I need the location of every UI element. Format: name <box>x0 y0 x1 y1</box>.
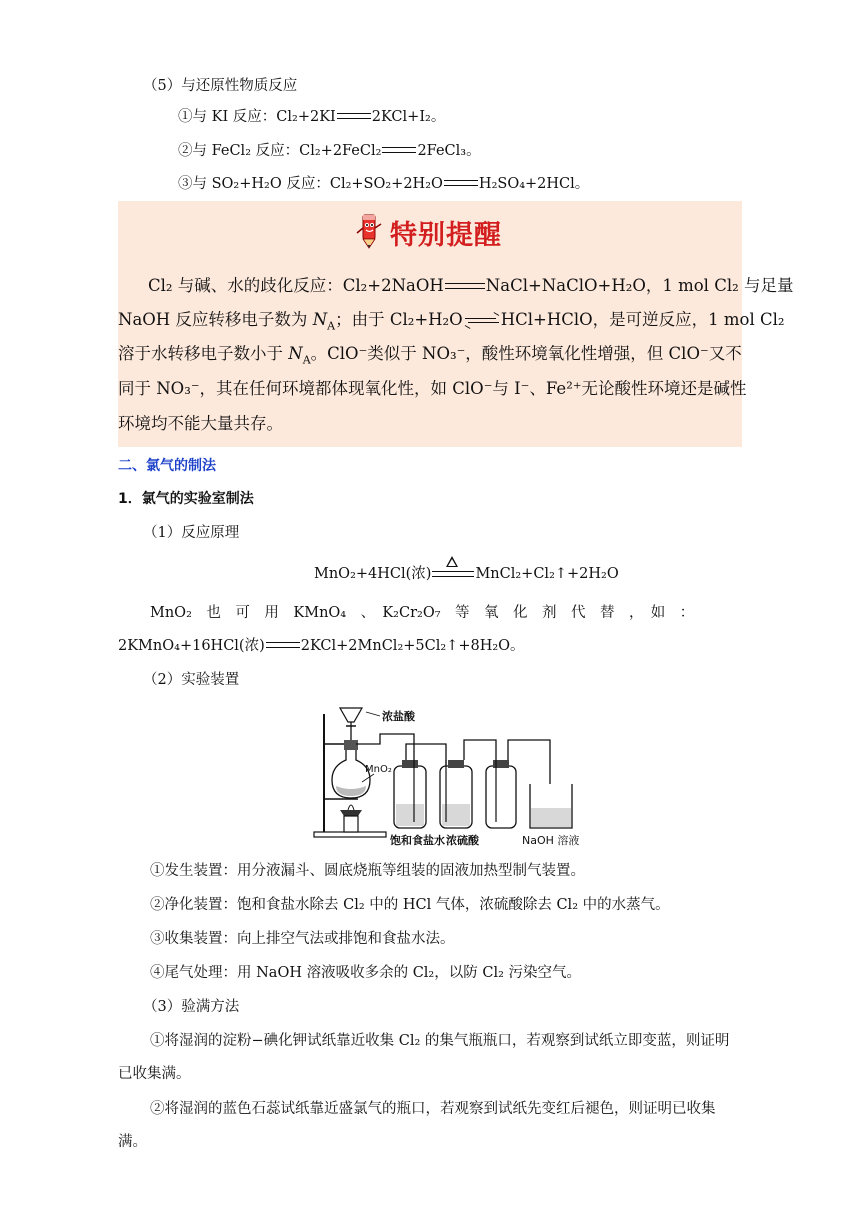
avogadro-subscript: A <box>327 319 336 333</box>
reaction-left: Cl₂+2FeCl₂ <box>299 143 382 159</box>
step-tail-gas: ④尾气处理：用 NaOH 溶液吸收多余的 Cl₂，以防 Cl₂ 污染空气。 <box>150 965 581 981</box>
naoh-beaker <box>530 784 572 828</box>
equation-left: 2KMnO₄+16HCl(浓) <box>118 638 265 654</box>
equation-right: MnCl₂+Cl₂↑+2H₂O <box>475 566 619 582</box>
equals-sign <box>445 283 485 289</box>
avogadro-symbol: N <box>312 310 328 329</box>
equals-sign <box>337 113 371 119</box>
tip-line-1 <box>148 274 793 298</box>
separatory-funnel <box>340 708 362 722</box>
reaction-fecl2 <box>178 141 481 161</box>
label-naoh: NaOH 溶液 <box>522 834 580 847</box>
label-brine: 饱和食盐水 <box>390 834 445 847</box>
equals-sign <box>266 642 300 648</box>
equation-right: 2KCl+2MnCl₂+5Cl₂↑+8H₂O。 <box>300 638 525 654</box>
equation-left: MnO₂+4HCl(浓) <box>314 566 432 582</box>
reversible-arrow-icon <box>465 316 499 326</box>
subsection-1-heading: 1．氯气的实验室制法 <box>118 491 254 507</box>
reaction-lead: ②与 FeCl₂ 反应： <box>178 143 300 159</box>
reaction-lead: ③与 SO₂+H₂O 反应： <box>178 176 330 192</box>
reaction-left: Cl₂+SO₂+2H₂O <box>329 176 443 192</box>
tip-line-3 <box>118 342 742 366</box>
verification-title: （3）验满方法 <box>143 999 240 1015</box>
tip-text: HCl+HClO，是可逆反应，1 mol Cl₂ <box>500 310 785 329</box>
reaction-right: 2KCl+I₂。 <box>371 109 446 125</box>
tip-text: NaCl+NaClO+H₂O，1 mol Cl₂ 与足量 <box>485 276 794 295</box>
reaction-so2 <box>178 174 589 194</box>
equals-sign <box>382 147 416 153</box>
wash-bottle-brine <box>394 744 446 828</box>
equals-sign <box>444 180 478 186</box>
reminder-title <box>354 213 502 251</box>
heat-triangle-icon <box>446 556 458 567</box>
step-purification: ②净化装置：饱和食盐水除去 Cl₂ 中的 HCl 气体，浓硫酸除去 Cl₂ 中的水蒸气。 <box>150 897 670 913</box>
tip-text: 。ClO⁻类似于 NO₃⁻，酸性环境氧化性增强，但 ClO⁻又不 <box>310 344 742 363</box>
tip-text: NaOH 反应转移电子数为 <box>118 310 313 329</box>
special-reminder-box <box>118 201 794 447</box>
reaction-right: 2FeCl₃。 <box>417 143 481 159</box>
reaction-ki <box>178 107 445 127</box>
step-collection: ③收集装置：向上排空气法或排饱和食盐水法。 <box>150 931 455 947</box>
reaction-lead: ①与 KI 反应： <box>178 109 277 125</box>
apparatus-diagram <box>310 704 580 852</box>
tip-text: Cl₂ 与碱、水的歧化反应：Cl₂+2NaOH <box>148 276 444 295</box>
tip-line-4: 同于 NO₃⁻，其在任何环境都体现氧化性，如 ClO⁻与 I⁻、Fe²⁺无论酸性环境还是碱性 <box>118 379 747 398</box>
avogadro-subscript: A <box>302 353 311 367</box>
label-conc-hcl: 浓盐酸 <box>382 710 415 723</box>
pencil-mascot-icon <box>354 213 384 251</box>
apparatus-title: （2）实验装置 <box>143 672 240 688</box>
reaction-right: H₂SO₄+2HCl。 <box>478 176 590 192</box>
stopper <box>344 740 358 750</box>
reaction-left: Cl₂+2KI <box>276 109 336 125</box>
verification-1-line-1: ①将湿润的淀粉−碘化钾试纸靠近收集 Cl₂ 的集气瓶瓶口，若观察到试纸立即变蓝，则证明 <box>150 1033 730 1049</box>
alcohol-lamp <box>340 810 362 816</box>
tip-text: 溶于水转移电子数小于 <box>118 344 289 363</box>
tip-line-2 <box>118 308 785 332</box>
verification-1-line-2: 已收集满。 <box>118 1066 191 1082</box>
label-conc-h2so4: 浓硫酸 <box>446 834 479 847</box>
kmno4-equation <box>118 636 525 656</box>
principle-title: （1）反应原理 <box>143 525 240 541</box>
verification-2-line-2: 满。 <box>118 1134 147 1150</box>
tip-line-5: 环境均不能大量共存。 <box>118 414 283 433</box>
main-equation <box>314 564 619 584</box>
iron-stand-base <box>314 832 386 837</box>
tip-text: ；由于 Cl₂+H₂O <box>335 310 463 329</box>
section-2-heading: 二、氯气的制法 <box>118 458 216 474</box>
section-5-title: （5）与还原性物质反应 <box>143 78 298 94</box>
alternative-oxidants-line: MnO₂ 也 可 用 KMnO₄ 、 K₂Cr₂O₇ 等 氧 化 剂 代 替 ， 如 ： <box>150 605 695 621</box>
avogadro-symbol: N <box>288 344 303 363</box>
reminder-title-text: 特别提醒 <box>390 219 502 251</box>
verification-2-line-1: ②将湿润的蓝色石蕊试纸靠近盛氯气的瓶口，若观察到试纸先变红后褪色，则证明已收集 <box>150 1101 716 1117</box>
step-generation: ①发生装置：用分液漏斗、圆底烧瓶等组装的固液加热型制气装置。 <box>150 863 585 879</box>
label-mno2: MnO₂ <box>365 764 392 775</box>
heating-equals-sign <box>432 571 474 577</box>
